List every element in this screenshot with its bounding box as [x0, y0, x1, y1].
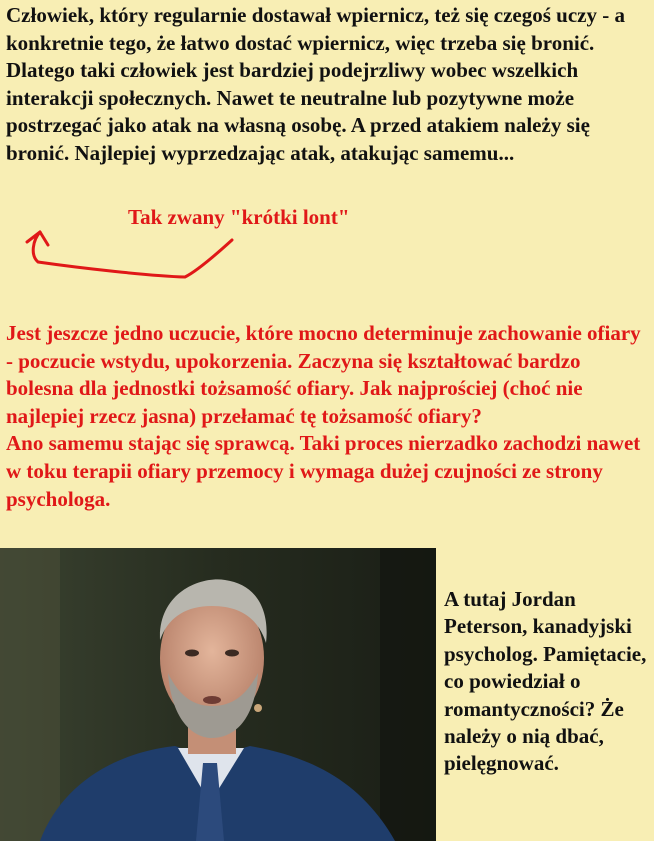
red-paragraph-2: Ano samemu stając się sprawcą. Taki proces nierzadko zachodzi nawet w toku terapii ofiary przemocy i wymaga dużej czujności ze strony psychologa.: [6, 431, 641, 511]
photo-caption: A tutaj Jordan Peterson, kanadyjski psycholog. Pamiętacie, co powiedział o romantyczności? Że należy o nią dbać, pielęgnować.: [444, 587, 647, 776]
portrait-photo: [0, 548, 436, 841]
red-section: [6, 320, 646, 513]
red-paragraph-1: Jest jeszcze jedno uczucie, które mocno determinuje zachowanie ofiary - poczucie wstydu, upokorzenia. Zaczyna się kształtować bardzo bolesna dla jednostki tożsamość ofiary. Jak najprościej (choć nie najlepiej rzecz jasna) przełamać tę tożsamość ofiary?: [6, 321, 641, 428]
intro-paragraph: Człowiek, który regularnie dostawał wpiernicz, też się czegoś uczy - a konkretnie tego, że łatwo dostać wpiernicz, więc trzeba się bronić. Dlatego taki człowiek jest bardziej podejrzliwy wobec wszelkich interakcji społecznych. Nawet te neutralne lub pozytywne może postrzegać jako atak na własną osobę. A przed atakiem należy się bronić. Najlepiej wyprzedzając atak, atakując samemu...: [6, 3, 625, 165]
annotation-label: Tak zwany "krótki lont": [128, 205, 350, 229]
